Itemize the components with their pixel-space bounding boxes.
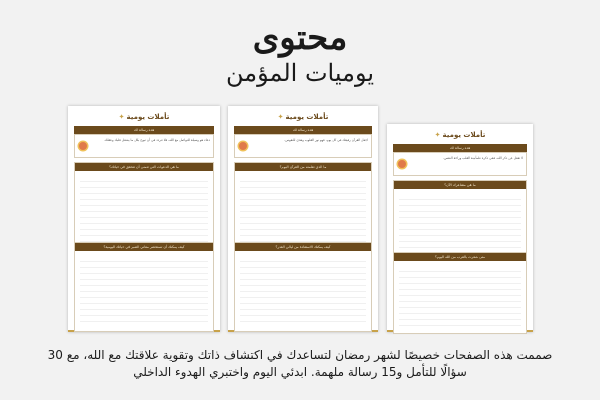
question-panel-2 [234,242,372,332]
writing-lines [240,256,366,327]
writing-lines [80,176,208,245]
message-header: هذه رسالة لك [234,126,372,134]
question-label: ما هي مشاعرك الآن؟ [394,181,526,189]
writing-lines [240,176,366,245]
question-panel-1 [74,162,214,250]
message-text: اجعل القرآن رفيقك في كل يوم، فهو نور القلوب وهدى للنفوس. [284,138,368,142]
question-panel-2 [393,252,527,334]
page-title: تأملات يومية✦ [277,113,329,121]
product-title: محتوى [252,18,348,58]
star-icon: ✦ [434,131,441,139]
message-panel [393,152,527,176]
message-header: هذه رسالة لك [74,126,214,134]
star-icon: ✦ [277,113,284,121]
question-label: كيف يمكنك الاستفادة من ليالي القدر؟ [235,243,371,251]
journal-page-3 [387,124,533,332]
journal-page-1 [68,106,220,332]
page-title: تأملات يومية✦ [434,131,486,139]
message-text: دعاء هو وسيلة للتواصل مع الله، فلا تتردد في أن تبوح بكل ما يشغل قلبك وعقلك. [103,138,210,142]
question-label: ما الذي تعلمته من القرآن اليوم؟ [235,163,371,171]
question-label: متى شعرت بالقرب من الله اليوم؟ [394,253,526,261]
question-panel-1 [393,180,527,258]
message-panel [74,134,214,158]
journal-page-2 [228,106,378,332]
flower-icon [79,142,87,150]
page-title: تأملات يومية✦ [118,113,170,121]
question-label: كيف يمكنك أن تستحضر معاني الصبر في حياتك اليومية؟ [75,243,213,251]
message-header: هذه رسالة لك [393,144,527,152]
product-description: صممت هذه الصفحات خصيصًا لشهر رمضان لتساعدك في اكتشاف ذاتك وتقوية علاقتك مع الله، مع 30 سؤالًا للتأمل و15 رسالة ملهمة. ابدئي اليوم واختبري الهدوء الداخلي [47,348,553,379]
product-subtitle: يوميات المؤمن [225,59,375,87]
writing-lines [80,256,208,327]
star-icon: ✦ [118,113,125,121]
writing-lines [399,266,521,329]
flower-icon [398,160,406,168]
question-label: ما هي الدعوات التي تتمنى أن تتحقق في حياتك؟ [75,163,213,171]
message-text: لا تغفل عن ذكر الله، ففي ذكره طمأنينة القلب وراحة النفس. [443,156,523,160]
question-panel-2 [74,242,214,332]
message-panel [234,134,372,158]
flower-icon [239,142,247,150]
question-panel-1 [234,162,372,250]
writing-lines [399,194,521,253]
